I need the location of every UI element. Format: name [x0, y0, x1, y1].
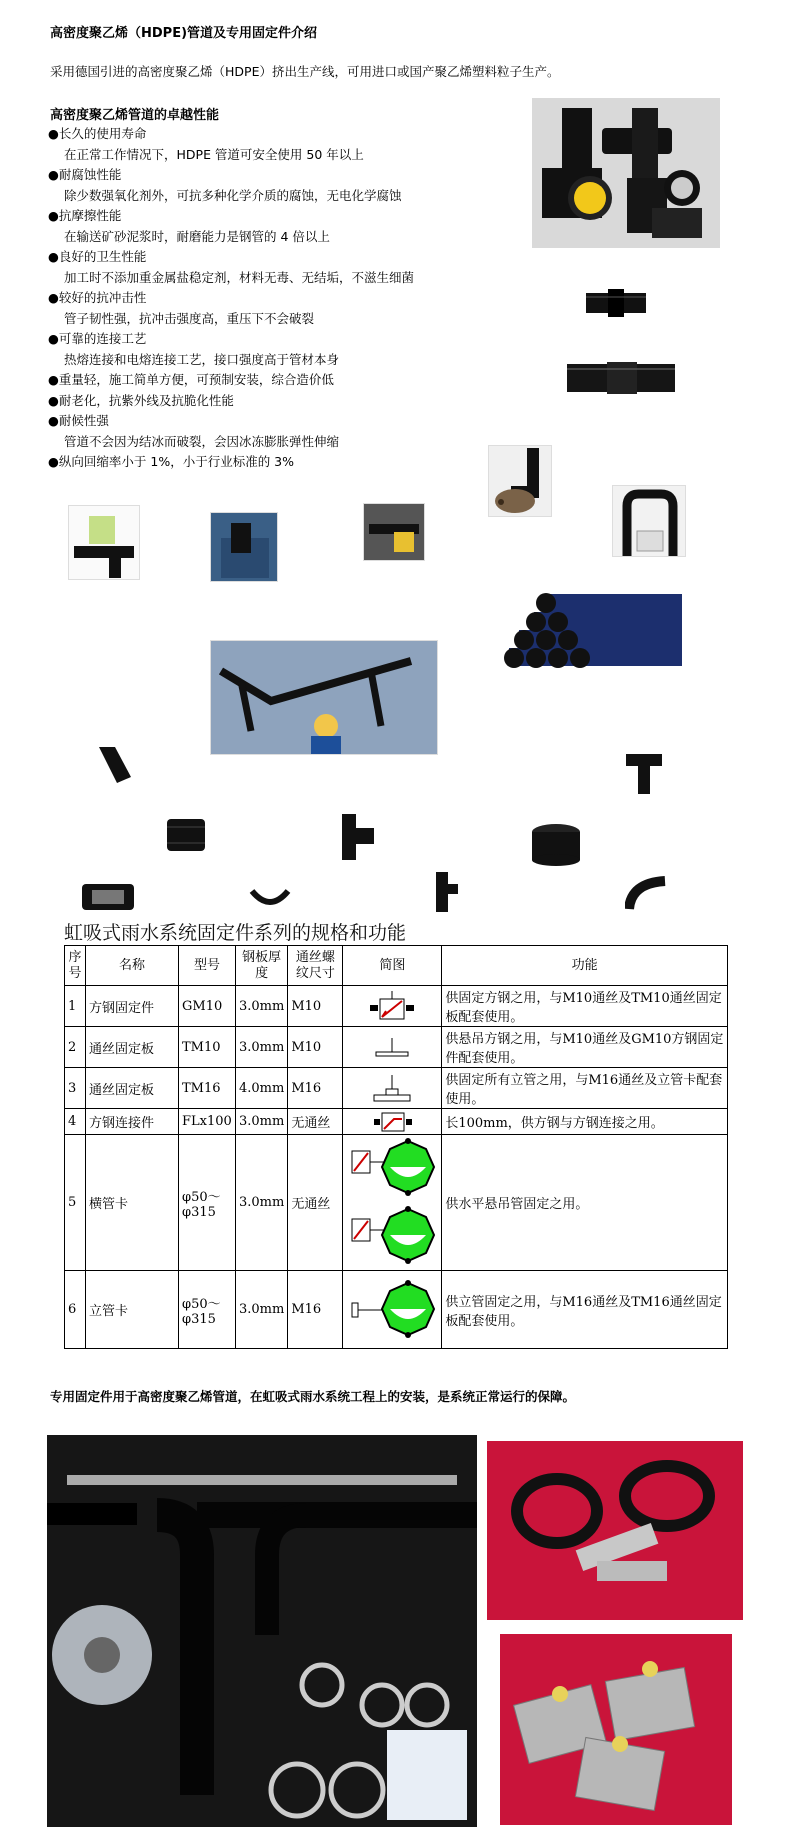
cell-name: 方钢固定件 — [86, 986, 179, 1027]
cell-diagram — [343, 1068, 442, 1109]
tee-fitting — [624, 750, 664, 796]
blue-machine-photo — [210, 512, 278, 582]
table-row — [65, 986, 728, 1027]
cell-model: φ50～φ315 — [179, 1271, 236, 1349]
spec-table-title: 虹吸式雨水系统固定件系列的规格和功能 — [64, 922, 407, 944]
cell-thickness: 3.0mm — [236, 1027, 288, 1068]
cell-name: 立管卡 — [86, 1271, 179, 1349]
table-row — [65, 1109, 728, 1135]
feature-name: ●耐候性强 — [48, 413, 109, 428]
intro-text: 采用德国引进的高密度聚乙烯（HDPE）挤出生产线，可用进口或国产聚乙烯塑料粒子生产。 — [50, 64, 560, 79]
cell-thickness: 3.0mm — [236, 1271, 288, 1349]
feature-desc: 管道不会因为结冰而破裂，会因冰冻膨胀弹性伸缩 — [64, 433, 340, 449]
cell-name: 通丝固定板 — [86, 1027, 179, 1068]
cell-function: 供悬吊方钢之用，与M10通丝及GM10方钢固定件配套使用。 — [442, 1027, 728, 1068]
reducer-fitting — [530, 822, 582, 868]
header-thickness: 钢板厚度 — [236, 946, 288, 986]
cell-thickness: 3.0mm — [236, 1109, 288, 1135]
feature-name: ●良好的卫生性能 — [48, 249, 147, 264]
cell-function: 长100mm，供方钢与方钢连接之用。 — [442, 1109, 728, 1135]
cell-function: 供立管固定之用，与M16通丝及TM16通丝固定板配套使用。 — [442, 1271, 728, 1349]
pipe-clamps-photo — [487, 1441, 743, 1620]
pipe-coupling-photo — [586, 283, 646, 323]
header-no: 序号 — [65, 946, 86, 986]
cell-no: 1 — [65, 986, 86, 1027]
u-pipe-photo — [612, 485, 686, 557]
cell-name: 方钢连接件 — [86, 1109, 179, 1135]
cell-thickness: 4.0mm — [236, 1068, 288, 1109]
branch-fitting — [430, 870, 460, 914]
hedgehog-pipe-photo — [488, 445, 552, 517]
vertical-pipe-clamp-diagram — [346, 1275, 438, 1345]
feature-name: ●较好的抗冲击性 — [48, 290, 147, 305]
cell-diagram — [343, 986, 442, 1027]
feature-name: ●耐腐蚀性能 — [48, 167, 122, 182]
feature-desc: 管子韧性强，抗冲击强度高，重压下不会破裂 — [64, 310, 315, 326]
table-row — [65, 1135, 728, 1271]
feature-desc: 在正常工作情况下，HDPE 管道可安全使用 50 年以上 — [64, 146, 364, 162]
cell-function: 供固定所有立管之用，与M16通丝及立管卡配套使用。 — [442, 1068, 728, 1109]
features-heading: 高密度聚乙烯管道的卓越性能 — [50, 108, 220, 123]
worker-pipe-assembly-photo — [210, 640, 438, 755]
feature-name: ●纵向回缩率小于 1%，小于行业标准的 3% — [48, 454, 295, 469]
cell-model: GM10 — [179, 986, 236, 1027]
cell-name: 通丝固定板 — [86, 1068, 179, 1109]
feature-desc: 在输送矿砂泥浆时，耐磨能力是钢管的 4 倍以上 — [64, 228, 330, 244]
feature-name: ●长久的使用寿命 — [48, 126, 147, 141]
half-clamp-fitting — [248, 887, 292, 913]
cell-diagram — [343, 1109, 442, 1135]
header-name: 名称 — [86, 946, 179, 986]
display-board-photo — [47, 1435, 477, 1827]
square-steel-fixture-diagram — [362, 989, 422, 1023]
feature-name: ●耐老化，抗紫外线及抗脆化性能 — [48, 392, 234, 408]
thread-plate-m16-diagram — [362, 1071, 422, 1105]
tee-branch-fitting — [338, 812, 378, 862]
cell-diagram — [343, 1271, 442, 1349]
feature-desc: 除少数强氧化剂外，可抗多种化学介质的腐蚀，无电化学腐蚀 — [64, 187, 402, 203]
stacked-pipes-photo — [504, 590, 682, 680]
cell-thread: M16 — [288, 1068, 343, 1109]
cell-name: 横管卡 — [86, 1135, 179, 1271]
chemical-test-photo — [68, 505, 140, 580]
clamp-fitting — [78, 880, 138, 916]
pipe-fittings-photo — [532, 98, 720, 248]
cell-thread: 无通丝 — [288, 1109, 343, 1135]
cell-no: 2 — [65, 1027, 86, 1068]
feature-desc: 热熔连接和电熔连接工艺，接口强度高于管材本身 — [64, 351, 340, 367]
header-diagram: 简图 — [343, 946, 442, 986]
coupling-fitting — [165, 815, 207, 855]
cell-thread: M16 — [288, 1271, 343, 1349]
elbow-45-fitting — [95, 743, 135, 785]
cell-thread: M10 — [288, 986, 343, 1027]
elbow-90-fitting — [625, 875, 671, 913]
cell-no: 3 — [65, 1068, 86, 1109]
table-row — [65, 1027, 728, 1068]
feature-name: ●重量轻，施工简单方便，可预制安装，综合造价低 — [48, 372, 334, 387]
horizontal-pipe-clamp-diagram — [346, 1137, 438, 1269]
cell-model: FLx100 — [179, 1109, 236, 1135]
table-header-row — [65, 946, 728, 986]
cell-model: TM16 — [179, 1068, 236, 1109]
bottom-note: 专用固定件用于高密度聚乙烯管道，在虹吸式雨水系统工程上的安装，是系统正常运行的保障。 — [50, 1389, 576, 1404]
cell-thread: 无通丝 — [288, 1135, 343, 1271]
page-title: 高密度聚乙烯（HDPE)管道及专用固定件介绍 — [50, 26, 318, 41]
header-model: 型号 — [179, 946, 236, 986]
cell-diagram — [343, 1027, 442, 1068]
cell-thread: M10 — [288, 1027, 343, 1068]
header-function: 功能 — [442, 946, 728, 986]
cell-no: 6 — [65, 1271, 86, 1349]
cell-model: TM10 — [179, 1027, 236, 1068]
cell-thickness: 3.0mm — [236, 1135, 288, 1271]
feature-name: ●抗摩擦性能 — [48, 208, 122, 223]
cell-thickness: 3.0mm — [236, 986, 288, 1027]
feature-name: ●可靠的连接工艺 — [48, 331, 147, 346]
header-thread: 通丝螺纹尺寸 — [288, 946, 343, 986]
cell-model: φ50～φ315 — [179, 1135, 236, 1271]
table-row — [65, 1271, 728, 1349]
table-row — [65, 1068, 728, 1109]
spec-table — [64, 945, 728, 1349]
square-steel-connector-diagram — [362, 1111, 422, 1133]
feature-desc: 加工时不添加重金属盐稳定剂，材料无毒、无结垢，不滋生细菌 — [64, 269, 415, 285]
welding-photo — [363, 503, 425, 561]
features-list — [48, 124, 414, 473]
cell-function: 供固定方钢之用，与M10通丝及TM10通丝固定板配套使用。 — [442, 986, 728, 1027]
steel-fixtures-photo — [500, 1634, 732, 1825]
cell-diagram — [343, 1135, 442, 1271]
cell-no: 5 — [65, 1135, 86, 1271]
pipe-segment-photo — [567, 358, 675, 398]
thread-plate-m10-diagram — [362, 1032, 422, 1062]
cell-no: 4 — [65, 1109, 86, 1135]
cell-function: 供水平悬吊管固定之用。 — [442, 1135, 728, 1271]
